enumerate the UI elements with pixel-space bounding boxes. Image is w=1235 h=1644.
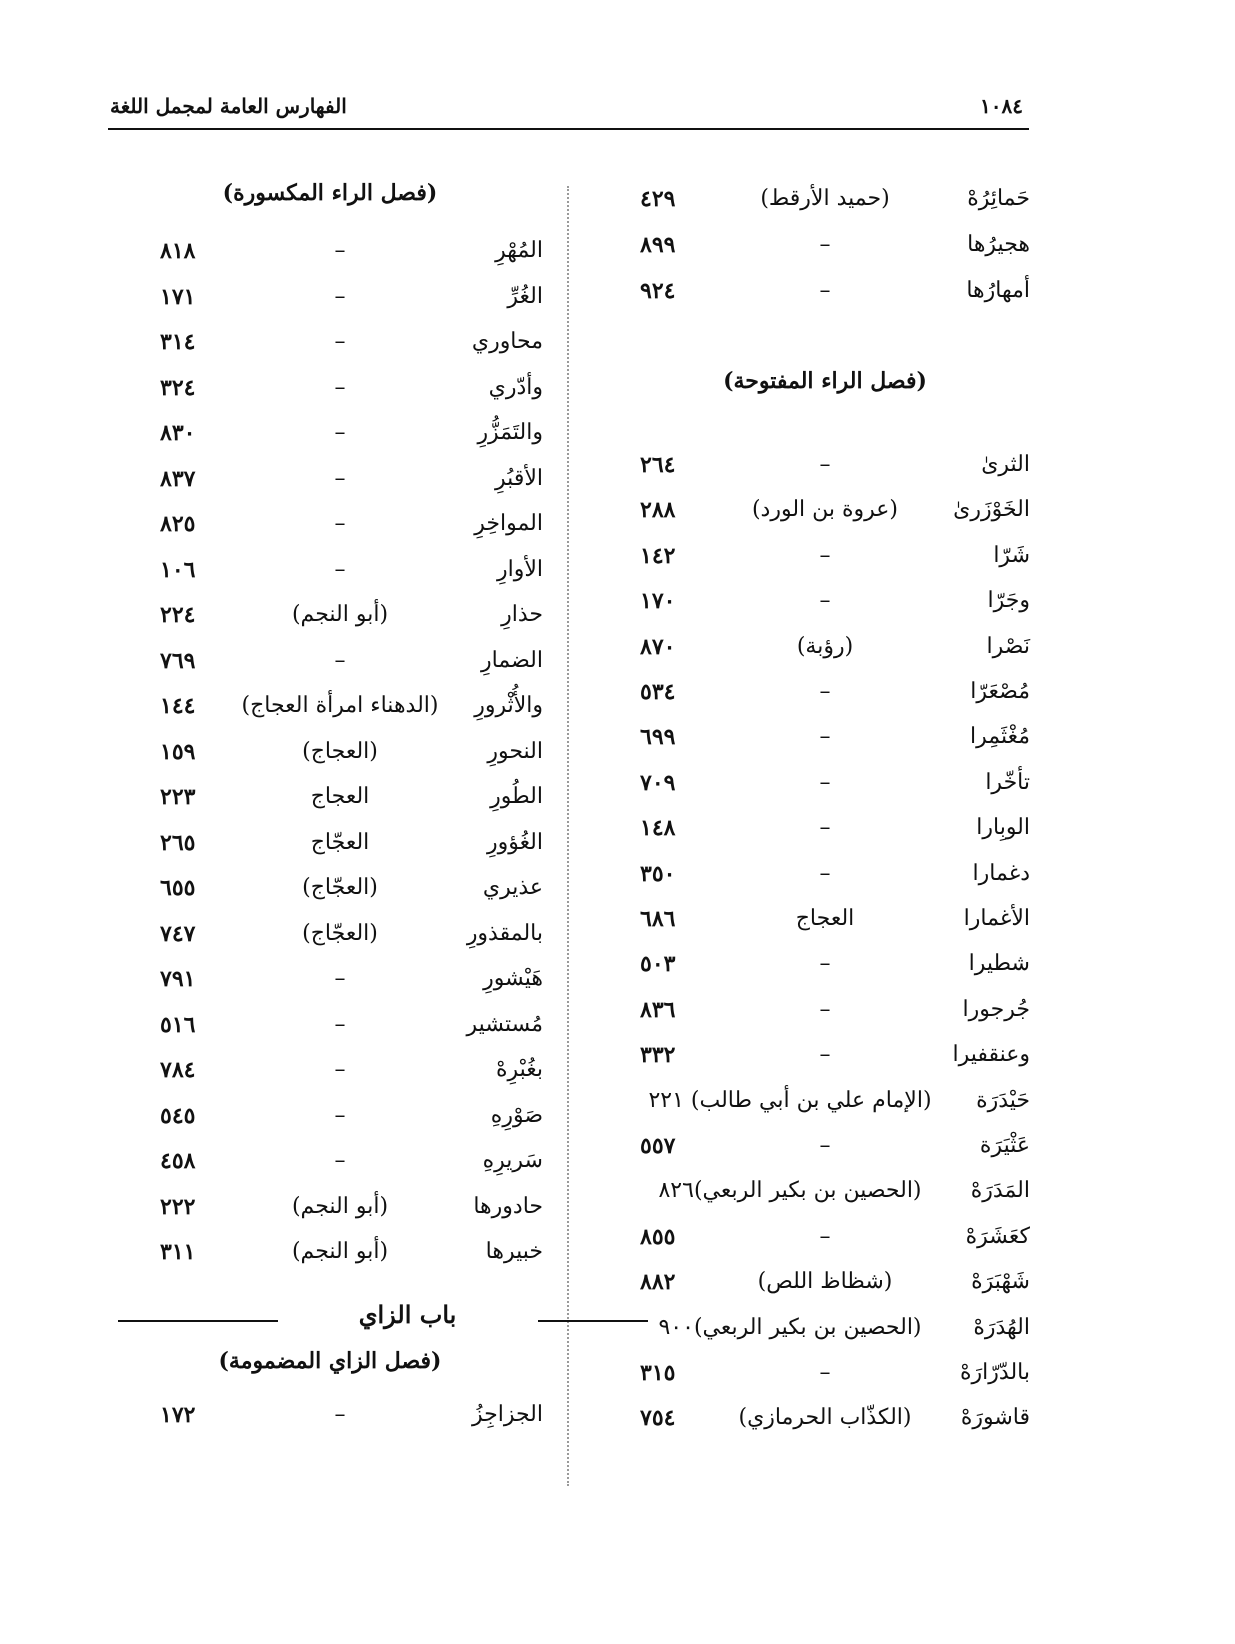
index-entry-row xyxy=(0,724,1235,770)
index-entry-row xyxy=(0,452,1235,498)
index-entry-row xyxy=(0,966,1235,1012)
entry-word: المواخِرِ xyxy=(474,511,543,536)
entry-word: مُغْثَمِرا xyxy=(969,724,1030,750)
entry-page-number: ١٧٢ xyxy=(160,1402,196,1428)
index-entry-row xyxy=(0,375,1235,421)
entry-page-number: ٨٢٥ xyxy=(160,511,196,537)
entry-attribution: – xyxy=(819,769,831,795)
chapter-rule-left xyxy=(118,1320,278,1322)
index-entry-row xyxy=(0,1012,1235,1058)
index-entry-row xyxy=(0,906,1235,952)
entry-page-number: ٧٠٩ xyxy=(640,769,676,796)
entry-page-number: ١٥٩ xyxy=(160,738,196,765)
entry-word: عذيري xyxy=(482,875,543,900)
entry-word: الغُرِّ xyxy=(507,283,543,309)
entry-word: نَصْرا xyxy=(986,633,1030,659)
entry-page-number: ٢٢٤ xyxy=(160,602,196,628)
entry-page-number: ١٧٠ xyxy=(640,588,676,615)
entry-page-number: ٢٦٤ xyxy=(640,452,676,478)
entry-page-number: ٨٣٠ xyxy=(160,420,196,446)
entry-word: والأُثْرورِ xyxy=(474,693,543,718)
index-entry-row xyxy=(0,1103,1235,1149)
entry-word: الغُؤورِ xyxy=(486,829,543,855)
entry-word: شَرّا xyxy=(993,542,1030,568)
entry-attribution: – xyxy=(334,966,346,991)
entry-page-number: ٢٢٣ xyxy=(160,784,196,810)
header-rule xyxy=(108,128,1029,130)
entry-attribution: – xyxy=(819,1042,831,1068)
entry-word: قاشورَهْ xyxy=(960,1405,1030,1431)
index-entry-row xyxy=(0,1178,1235,1224)
section-subheading: (فصل الزاي المضمومة) xyxy=(218,1348,442,1374)
entry-attribution: – xyxy=(819,996,831,1022)
entry-attribution: (رؤبة) xyxy=(796,633,854,659)
entry-attribution: – xyxy=(819,815,831,841)
section-heading: (فصل الراء المكسورة) xyxy=(222,180,438,206)
index-entry-row xyxy=(0,830,1235,876)
entry-attribution: – xyxy=(334,283,346,309)
entry-word: هجيرُها xyxy=(967,232,1030,257)
entry-page-number: ٣٥٠ xyxy=(640,860,676,887)
entry-attribution: – xyxy=(819,588,831,614)
index-entry-row xyxy=(0,1042,1235,1088)
entry-attribution: – xyxy=(334,465,346,491)
index-entry-row xyxy=(0,739,1235,785)
entry-attribution: (العجّاج) xyxy=(302,920,378,946)
page-number: ١٠٨٤ xyxy=(980,94,1023,118)
entry-page-number: ١٧١ xyxy=(160,283,196,310)
entry-word: مُصْعَرّا xyxy=(970,679,1030,704)
entry-attribution: – xyxy=(334,511,346,536)
entry-word: وأدّري xyxy=(488,374,543,400)
entry-page-number: ٣١٥ xyxy=(640,1360,676,1386)
column-divider xyxy=(567,186,569,1486)
index-entry-row xyxy=(0,1133,1235,1179)
entry-attribution: (الإمام علي بن أبي طالب) ٢٢١ xyxy=(648,1087,932,1113)
entry-word: محاوري xyxy=(471,329,543,354)
entry-page-number: ٤٥٨ xyxy=(160,1148,196,1174)
entry-page-number: ٣١١ xyxy=(160,1239,196,1265)
entry-page-number: ٧٦٩ xyxy=(160,647,196,674)
entry-word: خبيرها xyxy=(485,1239,543,1264)
index-entry-row xyxy=(0,648,1235,694)
index-entry-row xyxy=(0,557,1235,603)
index-entry-row xyxy=(0,679,1235,725)
index-entry-row xyxy=(0,1057,1235,1103)
entry-attribution: (حميد الأرقط) xyxy=(760,186,890,211)
index-entry-row xyxy=(0,784,1235,830)
index-entry-row xyxy=(0,1194,1235,1240)
entry-page-number: ٨٣٧ xyxy=(160,465,196,492)
index-entry-row xyxy=(0,951,1235,997)
running-title: الفهارس العامة لمجمل اللغة xyxy=(110,94,347,118)
entry-word: بالدّرّارَهْ xyxy=(960,1360,1030,1385)
entry-attribution: (العجّاج) xyxy=(302,875,378,900)
entry-attribution: (الدهناء امرأة العجاج) xyxy=(241,693,439,718)
entry-page-number: ٨٧٠ xyxy=(640,633,676,660)
entry-page-number: ٦٨٦ xyxy=(640,906,676,932)
entry-page-number: ٨٣٦ xyxy=(640,996,676,1023)
index-entry-row xyxy=(0,693,1235,739)
entry-attribution: – xyxy=(819,452,831,477)
entry-word: الخَوْزَرىٰ xyxy=(953,497,1030,523)
entry-word: حَيْدَرَة xyxy=(976,1087,1030,1113)
entry-word: الضمارِ xyxy=(481,647,543,673)
entry-word: الطُورِ xyxy=(490,784,543,809)
entry-word: مُستشير xyxy=(466,1011,543,1037)
entry-page-number: ٨٩٩ xyxy=(640,232,676,258)
chapter-title: باب الزاي xyxy=(358,1300,457,1329)
entry-word: كعَشَرَهْ xyxy=(965,1223,1030,1249)
entry-attribution: – xyxy=(819,542,831,568)
entry-page-number: ٣٣٢ xyxy=(640,1042,676,1069)
entry-page-number: ٨١٨ xyxy=(160,238,196,264)
entry-word: النحورِ xyxy=(487,738,543,764)
entry-page-number: ٧٨٤ xyxy=(160,1057,196,1083)
entry-attribution: – xyxy=(334,1057,346,1082)
index-entry-row xyxy=(0,1402,1235,1448)
index-entry-row xyxy=(0,420,1235,466)
entry-page-number: ٣٢٤ xyxy=(160,374,196,401)
entry-attribution: – xyxy=(334,329,346,354)
entry-word: حَمائِرُهْ xyxy=(967,186,1030,211)
entry-attribution: – xyxy=(819,951,831,977)
entry-attribution: – xyxy=(819,679,831,704)
entry-word: سَريرِهِ xyxy=(482,1148,543,1173)
entry-page-number: ٢٨٨ xyxy=(640,497,676,524)
entry-word: بالمقذورِ xyxy=(466,920,543,946)
entry-page-number: ٩٢٤ xyxy=(640,278,676,304)
entry-page-number: ٦٩٩ xyxy=(640,724,676,751)
entry-word: الوبِارا xyxy=(976,815,1030,841)
index-entry-row xyxy=(0,1148,1235,1194)
index-entry-row xyxy=(0,588,1235,634)
entry-page-number: ٣١٤ xyxy=(160,329,196,355)
entry-attribution: (العجاج) xyxy=(302,738,378,764)
index-entry-row xyxy=(0,1405,1235,1451)
entry-word: الأوارِ xyxy=(496,556,543,582)
index-entry-row xyxy=(0,921,1235,967)
index-entry-row xyxy=(0,466,1235,512)
entry-page-number: ١٤٤ xyxy=(160,693,196,719)
entry-attribution: – xyxy=(819,1360,831,1385)
entry-attribution: العجاج xyxy=(310,784,370,809)
index-entry-row xyxy=(0,815,1235,861)
entry-page-number: ٨٨٢ xyxy=(640,1269,676,1296)
entry-attribution: (أبو النجم) xyxy=(291,1239,389,1264)
entry-word: الجزاجِزُ xyxy=(471,1402,543,1427)
entry-word: شطيرا xyxy=(968,951,1030,977)
index-entry-row xyxy=(0,1360,1235,1406)
entry-attribution: – xyxy=(334,1102,346,1128)
index-entry-row xyxy=(0,861,1235,907)
entry-attribution: (أبو النجم) xyxy=(291,1193,389,1219)
entry-page-number: ٥١٦ xyxy=(160,1011,196,1038)
entry-attribution: – xyxy=(334,238,346,263)
entry-attribution: – xyxy=(334,1402,346,1427)
entry-attribution: – xyxy=(334,556,346,582)
section-heading: (فصل الراء المفتوحة) xyxy=(723,368,927,394)
entry-attribution: – xyxy=(819,860,831,886)
entry-word: دغمارا xyxy=(972,860,1030,886)
entry-page-number: ١٤٢ xyxy=(640,542,676,569)
entry-page-number: ٥٣٤ xyxy=(640,679,676,705)
entry-word: وعنقفيرا xyxy=(952,1042,1030,1068)
index-entry-row xyxy=(0,1239,1235,1285)
index-entry-row xyxy=(0,1224,1235,1270)
entry-word: صَوْرِهِ xyxy=(490,1102,543,1128)
entry-page-number: ٥٠٣ xyxy=(640,951,676,978)
entry-attribution: – xyxy=(334,1011,346,1037)
entry-attribution: – xyxy=(334,420,346,445)
entry-page-number: ٧٩١ xyxy=(160,966,196,992)
entry-page-number: ٤٢٩ xyxy=(640,186,676,212)
entry-word: هَيْشورِ xyxy=(483,966,543,991)
entry-page-number: ٥٥٧ xyxy=(640,1133,676,1159)
entry-attribution: (شظاظ اللص) xyxy=(757,1269,893,1295)
entry-page-number: ٧٥٤ xyxy=(640,1405,676,1432)
entry-attribution: – xyxy=(819,278,831,303)
entry-word: عَثْيَرَة xyxy=(979,1133,1030,1158)
entry-word: الهُدَرَهْ xyxy=(973,1314,1030,1340)
index-entry-row xyxy=(0,232,1235,278)
entry-page-number: ٨٥٥ xyxy=(640,1223,676,1250)
index-entry-row xyxy=(0,511,1235,557)
entry-attribution: (عروة بن الورد) xyxy=(751,497,899,523)
entry-word: أمهارُها xyxy=(966,278,1030,303)
entry-word: وجَرّا xyxy=(987,588,1030,614)
entry-page-number: ٢٢٢ xyxy=(160,1193,196,1220)
entry-page-number: ٦٥٥ xyxy=(160,875,196,901)
entry-attribution: – xyxy=(819,1133,831,1158)
entry-attribution: (الحصين بن بكير الربعي)٩٠٠ xyxy=(658,1314,922,1340)
index-entry-row xyxy=(0,1315,1235,1361)
entry-page-number: ٢٦٥ xyxy=(160,829,196,856)
index-entry-row xyxy=(0,278,1235,324)
index-entry-row xyxy=(0,1088,1235,1134)
entry-word: المُهْرِ xyxy=(495,238,543,263)
index-entry-row xyxy=(0,284,1235,330)
entry-word: تأخّرا xyxy=(985,769,1030,795)
chapter-rule-right xyxy=(538,1320,648,1322)
index-entry-row xyxy=(0,238,1235,284)
entry-word: حادورها xyxy=(473,1193,543,1219)
entry-attribution: العجّاج xyxy=(310,829,370,855)
entry-page-number: ٧٤٧ xyxy=(160,920,196,947)
index-entry-row xyxy=(0,997,1235,1043)
index-entry-row xyxy=(0,770,1235,816)
index-entry-row xyxy=(0,875,1235,921)
entry-word: المَدَرَهْ xyxy=(970,1178,1030,1204)
entry-word: جُرجورا xyxy=(962,996,1030,1022)
entry-page-number: ١٤٨ xyxy=(640,815,676,842)
entry-word: الأقبُرِ xyxy=(495,465,543,491)
entry-attribution: – xyxy=(819,724,831,750)
entry-attribution: (أبو النجم) xyxy=(291,602,389,627)
index-entry-row xyxy=(0,634,1235,680)
chapter-heading xyxy=(110,1300,550,1340)
entry-word: والتَمَزُّرِ xyxy=(477,420,543,445)
index-entry-row xyxy=(0,602,1235,648)
entry-attribution: (الكذّاب الحرمازي) xyxy=(738,1405,912,1431)
entry-attribution: العجاج xyxy=(795,906,855,931)
entry-attribution: – xyxy=(819,232,831,257)
entry-word: حذارِ xyxy=(501,602,543,627)
index-entry-row xyxy=(0,186,1235,232)
entry-page-number: ٥٤٥ xyxy=(160,1102,196,1129)
entry-word: شَهْبَرَهْ xyxy=(971,1269,1030,1295)
entry-page-number: ١٠٦ xyxy=(160,556,196,583)
entry-attribution: – xyxy=(334,374,346,400)
entry-word: بغُبْرِهْ xyxy=(495,1057,543,1082)
entry-attribution: – xyxy=(334,1148,346,1173)
entry-attribution: (الحصين بن بكير الربعي)٨٢٦ xyxy=(658,1178,922,1204)
index-entry-row xyxy=(0,543,1235,589)
entry-attribution: – xyxy=(819,1223,831,1249)
entry-word: الأغمارا xyxy=(963,906,1030,931)
index-entry-row xyxy=(0,497,1235,543)
entry-word: الثرىٰ xyxy=(981,452,1030,477)
index-entry-row xyxy=(0,1269,1235,1315)
index-entry-row xyxy=(0,329,1235,375)
entry-attribution: – xyxy=(334,647,346,673)
